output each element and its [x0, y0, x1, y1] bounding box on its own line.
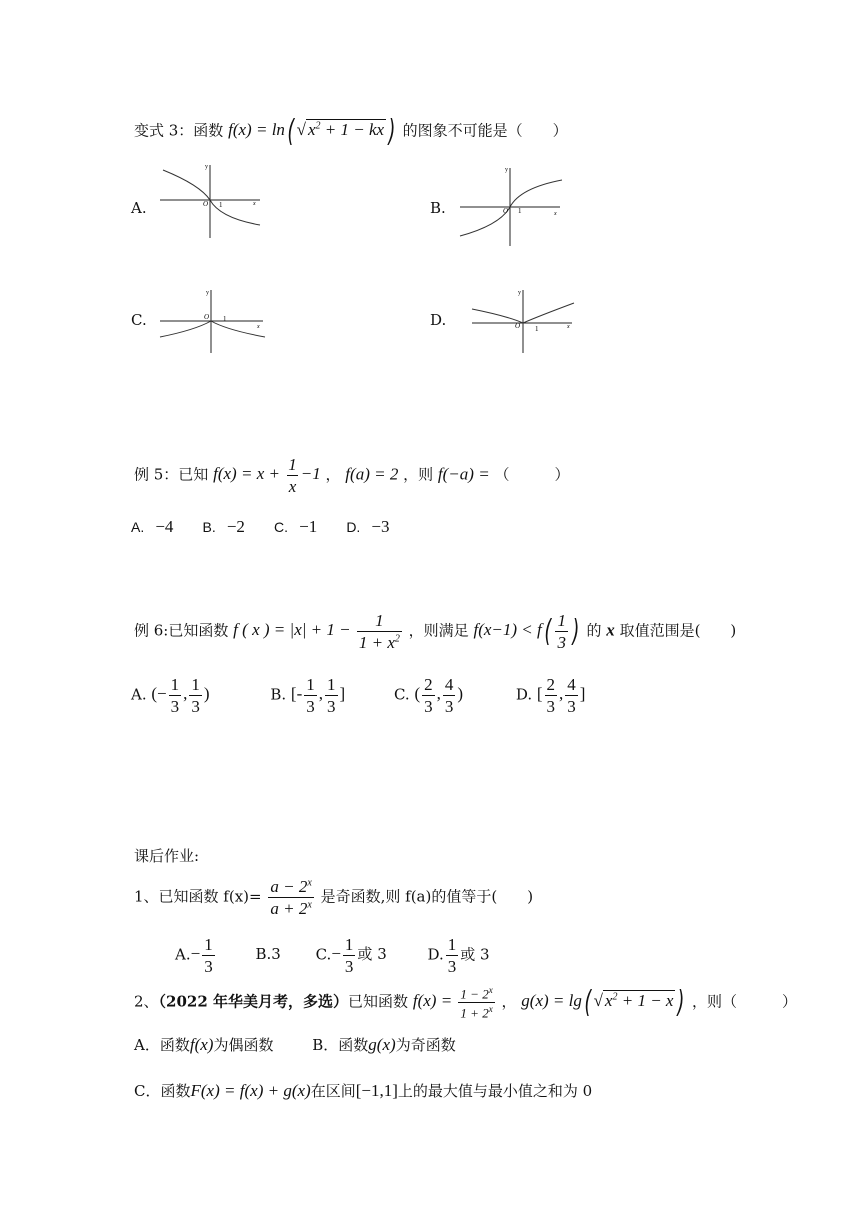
homework-q1: 1、已知函数 f(x)= $\frac{a - 2^x}{a + 2^x}$ 是奇函数,则 f(a)的值等于( ) [134, 877, 534, 918]
graph-d-y-label: y [518, 290, 521, 296]
graph-a [155, 160, 270, 240]
variant3-question: 变式 3：函数 f(x) = ln( √ $x^2 + 1$ − kx ) 的图象不可能是（ ） [134, 114, 568, 149]
graph-d-origin-label: O [515, 322, 521, 330]
homework-q2-options-ab: A．函数f(x)为偶函数 B．函数g(x)为奇函数 [134, 1035, 456, 1054]
homework-q1-choices: A.− $\frac{1}{3}$ B.3 C.− $\frac{1}{3}$ 或 3 D. $\frac{1}{3}$ 或 3 [175, 935, 490, 976]
graph-b-one-label: 1 [518, 207, 522, 215]
graph-d-x-label: x [567, 324, 570, 330]
variant3-option-c-label: C. [131, 311, 147, 329]
example6-choices: A. (− $\frac{1}{3}$ , $\frac{1}{3}$ ) B. [- $\frac{1}{3}$ , $\frac{1}{3}$ ] C. ( $\frac{2}{3}$ , $\frac{4}{3}$ ) D. [ $\frac{2}{3}$ , $\frac{4}{3}$ ] [131, 675, 586, 716]
graph-a-x-label: x [253, 201, 256, 207]
graph-c [155, 285, 270, 355]
variant3-option-b-label: B. [430, 199, 446, 217]
graph-d [467, 285, 582, 355]
variant3-formula: f(x) = ln( √ $x^2 + 1$ − kx ) [228, 114, 396, 149]
graph-a-one-label: 1 [219, 201, 223, 209]
homework-title: 课后作业: [134, 847, 200, 865]
graph-b [455, 163, 570, 248]
graph-a-y-label: y [205, 164, 208, 170]
graph-b-origin-label: O [503, 207, 509, 215]
graph-d-one-label: 1 [535, 325, 539, 333]
homework-q2-option-c: C．函数F(x) = f(x) + g(x)在区间[−1,1]上的最大值与最小值之和为 0 [134, 1081, 593, 1100]
graph-a-origin-label: O [203, 200, 209, 208]
variant3-option-d-label: D. [430, 311, 447, 329]
variant3-option-a-label: A. [131, 199, 147, 217]
graph-c-origin-label: O [204, 313, 210, 321]
graph-c-one-label: 1 [223, 315, 227, 323]
graph-c-x-label: x [257, 324, 260, 330]
graph-c-y-label: y [206, 290, 209, 296]
graph-b-x-label: x [554, 211, 557, 217]
example5-question: 例 5：已知 f(x) = x + $\frac{1}{x}$ −1 ， f(a) = 2 ，则 f(−a) = （ ） [134, 455, 570, 496]
example5-choices: A. −4 B. −2 C. −1 D. −3 [131, 517, 390, 536]
homework-q2: 2、（2022 年华美月考，多选）已知函数 f(x) = $\frac{1 - 2^x}{1 + 2^x}$ ， g(x) = lg( √ $x^2 + 1 - x$ ) ，则（ ） [134, 984, 797, 1021]
example6-question: 例 6:已知函数 f ( x ) = |x| + 1 − $\frac{1}{1 + x^2}$ ，则满足 f(x−1) < f( $\frac{1}{3}$ ) 的 x 取值范围是( ) [134, 611, 737, 652]
graph-b-y-label: y [505, 167, 508, 173]
